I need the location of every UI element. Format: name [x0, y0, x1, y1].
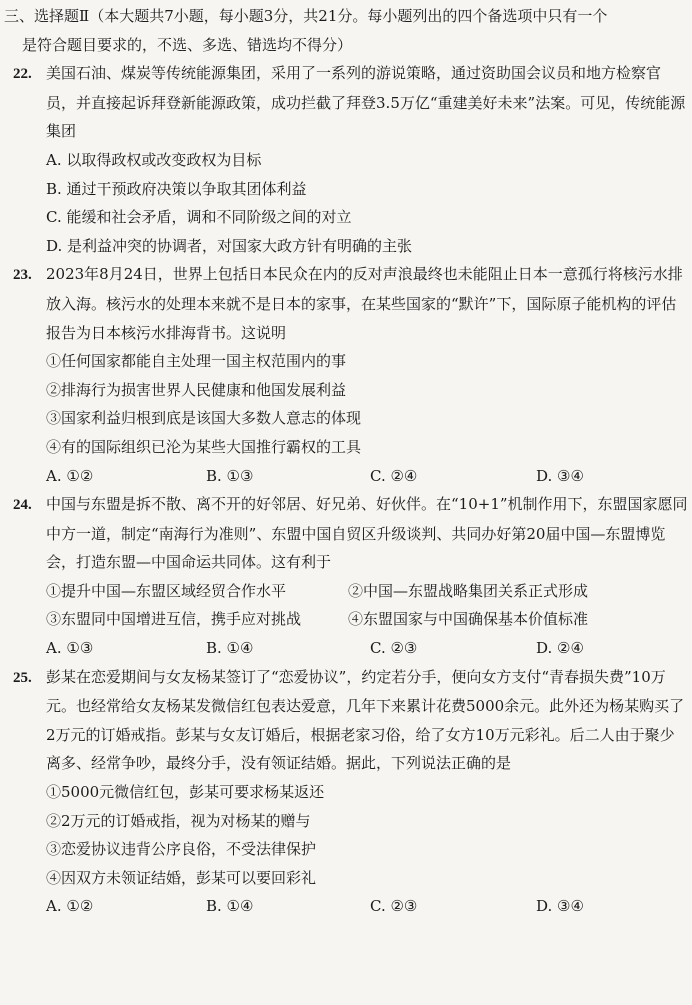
question-number: 25.	[13, 669, 32, 686]
exam-page	[4, 2, 688, 921]
option-a: A. ①②	[46, 466, 94, 485]
choice-d: D. 是利益冲突的协调者，对国家大政方针有明确的主张	[46, 236, 413, 255]
question-25	[4, 663, 688, 921]
statement-1: ①任何国家都能自主处理一国主权范围内的事	[46, 352, 347, 371]
answer-options	[4, 892, 688, 921]
option-b: B. ①④	[206, 897, 254, 916]
question-number: 23.	[13, 267, 32, 284]
statement-2: ②排海行为损害世界人民健康和他国发展利益	[46, 380, 347, 399]
answer-options	[4, 634, 688, 663]
question-24	[4, 490, 688, 663]
option-d: D. ③④	[536, 897, 584, 916]
statement-3: ③东盟同中国增进互信，携手应对挑战	[46, 610, 302, 629]
answer-options	[4, 462, 688, 491]
question-text: 2023年8月24日，世界上包括日本民众在内的反对声浪最终也未能阻止日本一意孤行将核污水排放入海。核污水的处理本来就不是日本的家事，在某些国家的“默许”下，国际原子能机构的评估报告为日本核污水排海背书。这说明	[46, 265, 683, 342]
statements-grid	[4, 577, 688, 634]
statement-4: ④东盟国家与中国确保基本价值标准	[348, 610, 589, 629]
option-d: D. ③④	[536, 466, 584, 485]
option-c: C. ②④	[370, 466, 418, 485]
statement-1: ①提升中国—东盟区域经贸合作水平	[46, 581, 287, 600]
statement-3: ③恋爱协议违背公序良俗，不受法律保护	[46, 840, 317, 859]
question-number: 22.	[13, 66, 32, 83]
question-22	[4, 59, 688, 260]
statement-3: ③国家利益归根到底是该国大多数人意志的体现	[46, 409, 362, 428]
section-instructions-line-2: 是符合题目要求的，不选、多选、错选均不得分）	[22, 35, 353, 54]
option-a: A. ①③	[46, 639, 94, 658]
question-text: 中国与东盟是拆不散、离不开的好邻居、好兄弟、好伙伴。在“10+1”机制作用下，东盟国家愿同中方一道，制定“南海行为准则”、东盟中国自贸区升级谈判、共同办好第20届中国—东盟博览会，打造东盟—中国命运共同体。这有利于	[46, 495, 688, 572]
question-23	[4, 260, 688, 490]
statement-2: ②中国—东盟战略集团关系正式形成	[348, 581, 589, 600]
statement-1: ①5000元微信红包，彭某可要求杨某返还	[46, 783, 325, 802]
question-stem	[4, 663, 688, 778]
choice-c: C. 能缓和社会矛盾，调和不同阶级之间的对立	[46, 208, 352, 227]
statement-4: ④因双方未领证结婚，彭某可以要回彩礼	[46, 868, 317, 887]
question-stem	[4, 59, 688, 146]
question-stem	[4, 260, 688, 347]
choice-b: B. 通过干预政府决策以争取其团体利益	[46, 179, 307, 198]
option-d: D. ②④	[536, 639, 584, 658]
statement-2: ②2万元的订婚戒指，视为对杨某的赠与	[46, 811, 311, 830]
option-a: A. ①②	[46, 897, 94, 916]
question-text: 彭某在恋爱期间与女友杨某签订了“恋爱协议”，约定若分手，便向女方支付“青春损失费”10万元。也经常给女友杨某发微信红包表达爱意，几年下来累计花费5000余元。此外还为杨某购买了2万元的订婚戒指。彭某与女友订婚后，根据老家习俗，给了女方10万元彩礼。后二人由于聚少离多、经常争吵，最终分手，没有领证结婚。据此，下列说法正确的是	[46, 667, 685, 773]
option-c: C. ②③	[370, 639, 418, 658]
option-c: C. ②③	[370, 897, 418, 916]
question-text: 美国石油、煤炭等传统能源集团，采用了一系列的游说策略，通过资助国会议员和地方检察官员，并直接起诉拜登新能源政策，成功拦截了拜登3.5万亿“重建美好未来”法案。可见，传统能源集团	[46, 64, 686, 141]
statement-4: ④有的国际组织已沦为某些大国推行霸权的工具	[46, 437, 362, 456]
question-stem	[4, 490, 688, 577]
section-header	[4, 2, 688, 59]
option-b: B. ①③	[206, 466, 254, 485]
question-number: 24.	[13, 497, 32, 514]
option-b: B. ①④	[206, 639, 254, 658]
choice-a: A. 以取得政权或改变政权为目标	[46, 150, 262, 169]
section-instructions-line-1: 三、选择题Ⅱ（本大题共7小题，每小题3分，共21分。每小题列出的四个备选项中只有一个	[4, 7, 608, 25]
